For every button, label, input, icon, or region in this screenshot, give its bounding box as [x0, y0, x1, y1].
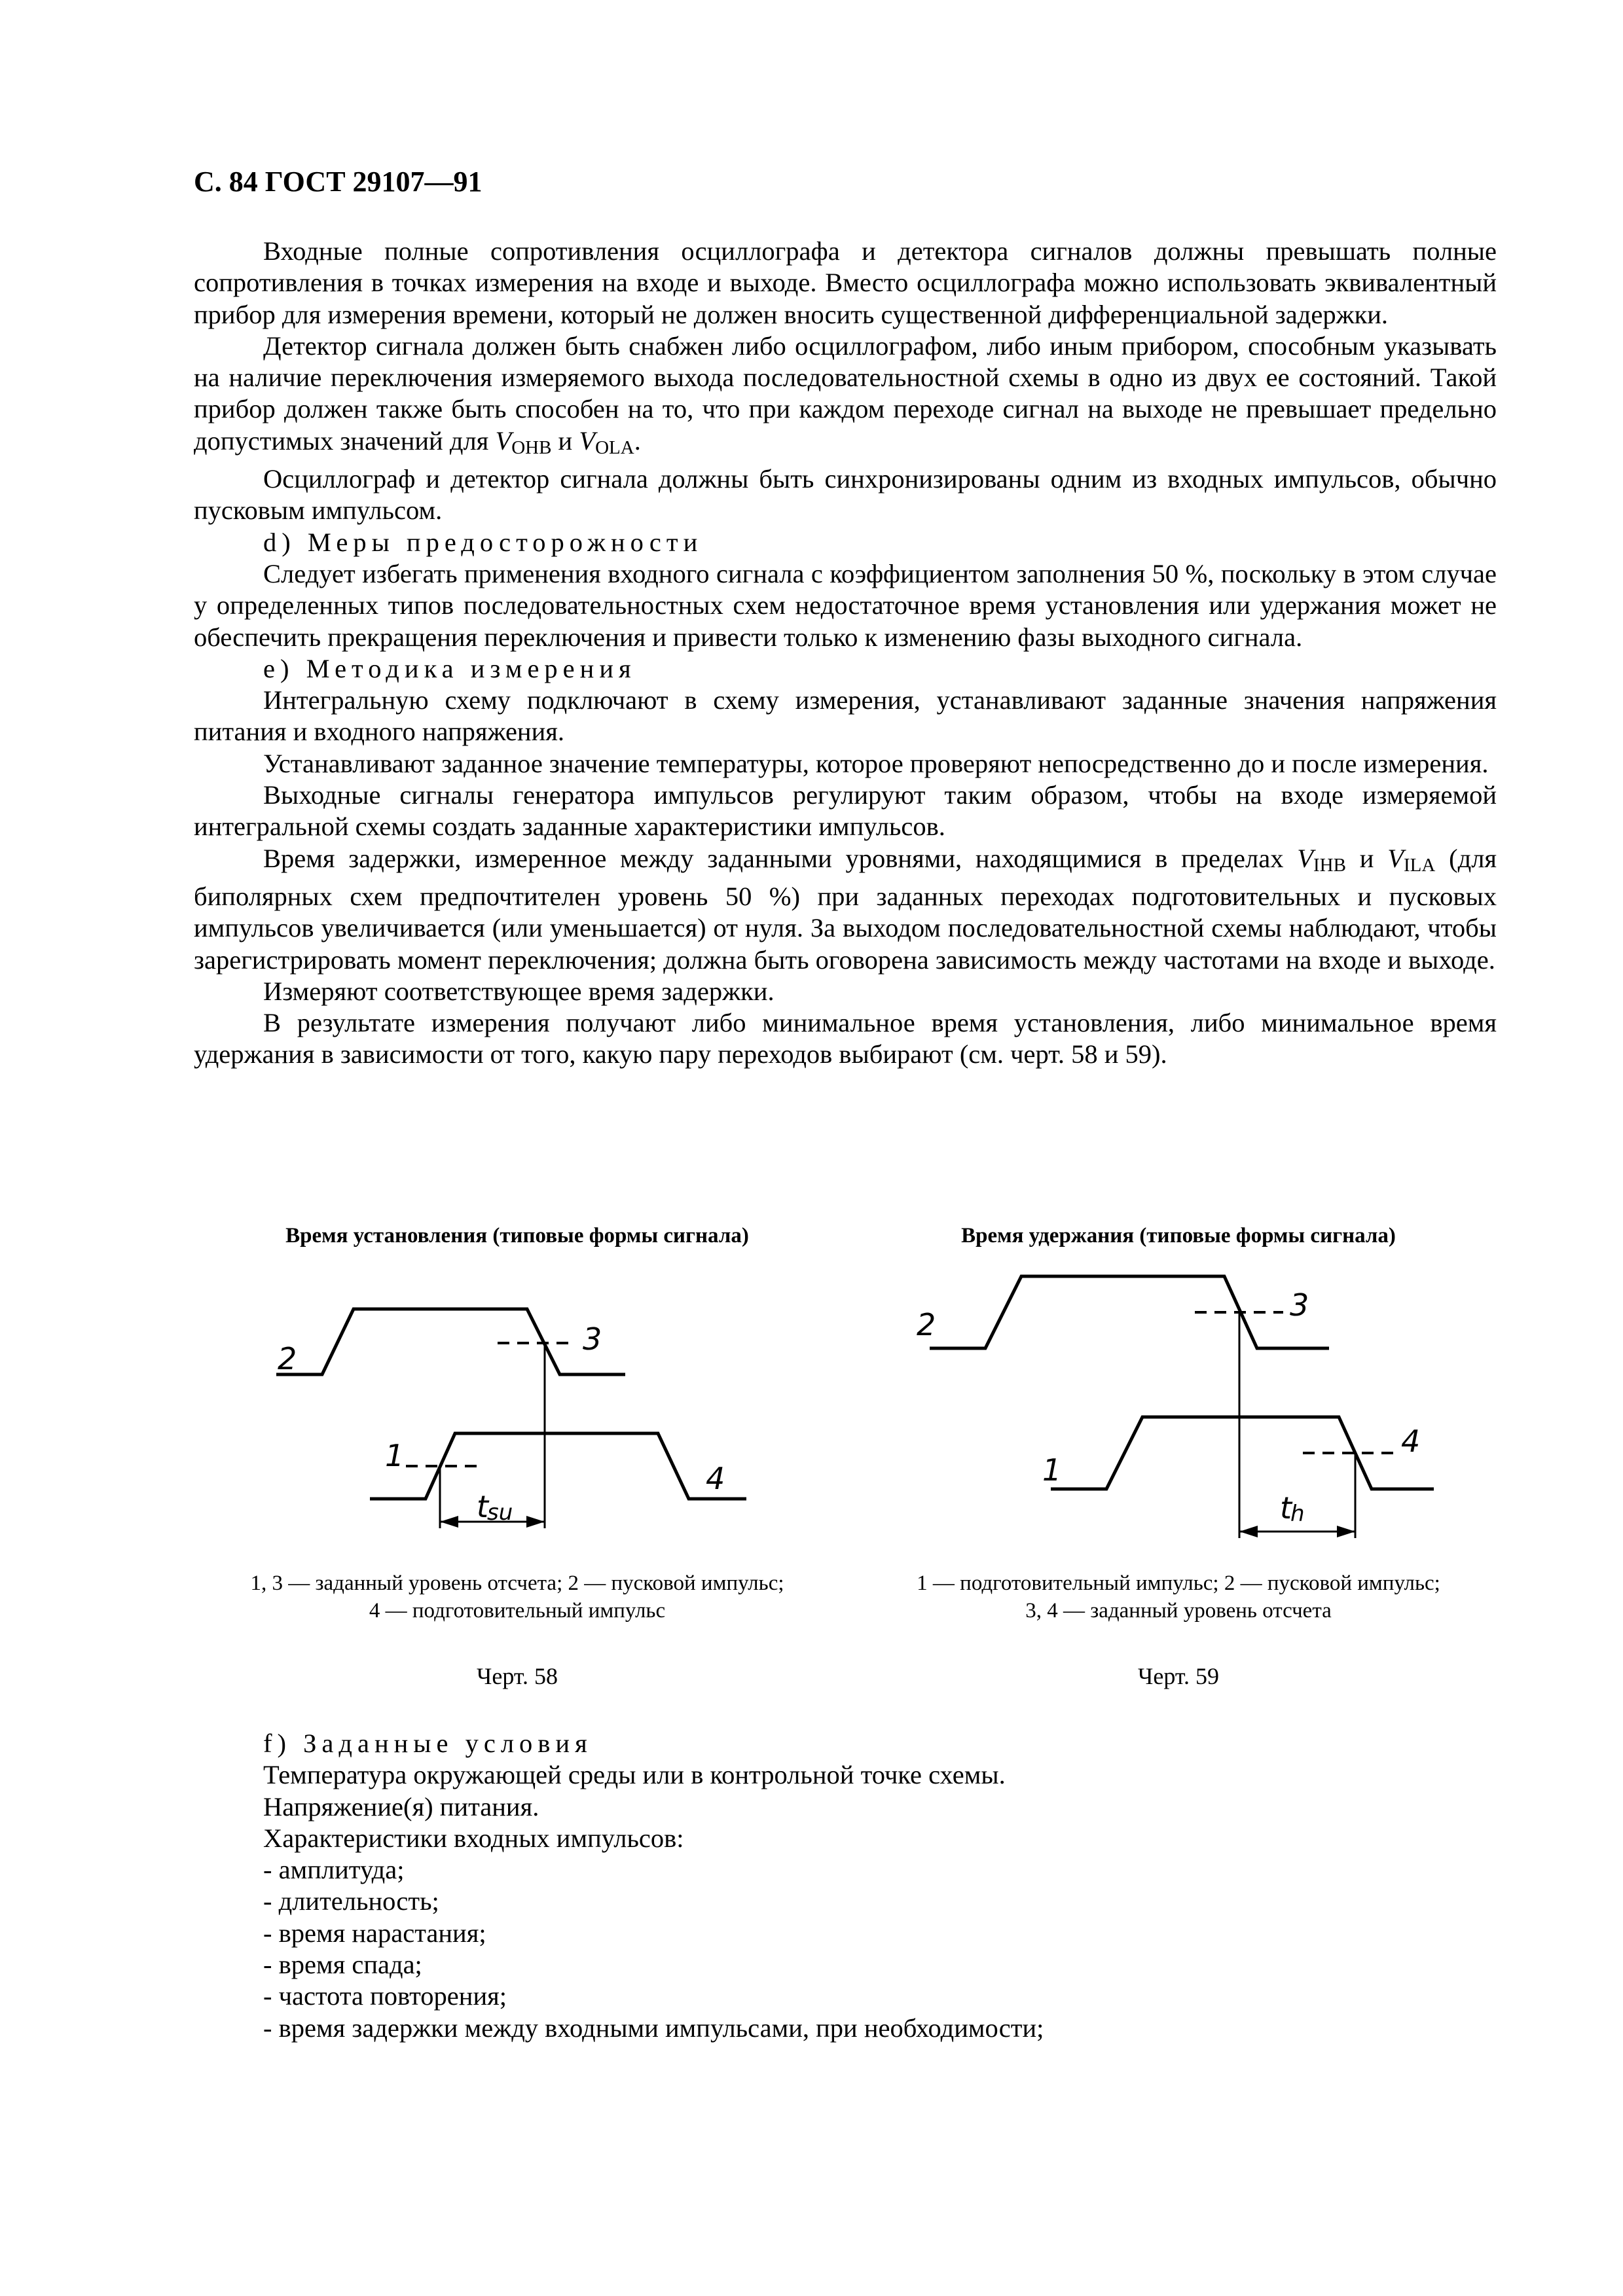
paragraph-text: (для биполярных схем предпочтителен уровень 50 %) при заданных переходах подготовительных и пусковых импульсов увеличивается (или уменьшается) от нуля. За выходом последовательностной схемы наблюдают, чтобы зарегистрировать момент переключения; должна быть оговорена зависимость между частотами на входе и выходе.	[194, 843, 1497, 975]
list-item: Напряжение(я) питания.	[263, 1791, 539, 1821]
label-3: 3	[1290, 1287, 1309, 1323]
label-4: 4	[706, 1461, 725, 1496]
list-item: - время задержки между входными импульсами, при необходимости;	[263, 2013, 1044, 2043]
conjunction: и	[558, 425, 573, 456]
list-item: Характеристики входных импульсов:	[263, 1823, 684, 1853]
symbol: V	[495, 425, 512, 456]
caption-line: 1 — подготовительный импульс; 2 — пусковой импульс;	[917, 1571, 1440, 1595]
figure-59-title: Время удержания (типовые формы сигнала)	[961, 1224, 1396, 1247]
label-2: 2	[278, 1341, 297, 1376]
symbol-subscript: OLA	[595, 437, 634, 458]
time-label-t: t	[477, 1489, 489, 1524]
conjunction: и	[1359, 843, 1374, 873]
symbol: V	[1387, 843, 1404, 873]
caption-line: 4 — подготовительный импульс	[369, 1599, 666, 1623]
paragraph: Входные полные сопротивления осциллографа и детектора сигналов должны превышать полные сопротивления в точках измерения на входе и выходе. Вместо осциллографа можно использовать эквивалентный прибор для измерения времени, который не должен вносить существенной дифференциальной задержки.	[194, 236, 1497, 329]
caption-line: 3, 4 — заданный уровень отсчета	[1025, 1599, 1332, 1623]
section-heading: e) Методика измерения	[263, 653, 636, 683]
time-label-t: t	[1280, 1490, 1292, 1526]
section-f	[263, 1728, 1507, 2044]
symbol: V	[1297, 843, 1313, 873]
list-item: - время нарастания;	[263, 1918, 486, 1948]
list-item: - частота повторения;	[263, 1981, 507, 2011]
paragraph: Измеряют соответствующее время задержки.	[263, 976, 775, 1006]
paragraph: В результате измерения получают либо минимальное время установления, либо минимальное время удержания в зависимости от того, какую пару переходов выбирают (см. черт. 58 и 59).	[194, 1008, 1497, 1069]
symbol: V	[579, 425, 596, 456]
list-item: - длительность;	[263, 1886, 439, 1916]
paragraph: Следует избегать применения входного сигнала с коэффициентом заполнения 50 %, поскольку в этом случае у определенных типов последовательностных схем недостаточное время установления или удержания может не обеспечить прекращения переключения и привести только к изменению фазы выходного сигнала.	[194, 558, 1497, 652]
figure-59-number: Черт. 59	[1138, 1663, 1219, 1689]
label-1: 1	[385, 1438, 405, 1473]
paragraph-text: Детектор сигнала должен быть снабжен либо осциллографом, либо иным прибором, способным указывать на наличие переключения измеряемого выхода последовательностной схемы в одно из двух ее состояний. Такой прибор должен также быть способен на то, что при каждом переходе сигнал на выходе не превышает предельно допустимых значений для	[194, 331, 1497, 456]
label-4: 4	[1401, 1424, 1421, 1459]
paragraph-text: Время задержки, измеренное между заданными уровнями, находящимися в пределах	[263, 843, 1284, 873]
paragraph: Интегральную схему подключают в схему измерения, устанавливают заданные значения напряжения питания и входного напряжения.	[194, 685, 1497, 747]
arrow-head	[1337, 1526, 1355, 1537]
arrow-head	[1239, 1526, 1258, 1537]
label-1: 1	[1042, 1452, 1062, 1488]
list-item: Температура окружающей среды или в контрольной точке схемы.	[263, 1760, 1006, 1790]
list-item: - амплитуда;	[263, 1855, 405, 1885]
list-item: - время спада;	[263, 1950, 422, 1980]
label-3: 3	[583, 1321, 602, 1357]
section-heading: d) Меры предосторожности	[263, 527, 703, 557]
label-2: 2	[917, 1307, 936, 1342]
trigger-pulse-waveform	[930, 1276, 1329, 1348]
paragraph: Осциллограф и детектор сигнала должны быть синхронизированы одним из входных импульсов, обычно пусковым импульсом.	[194, 464, 1497, 526]
page-header: С. 84 ГОСТ 29107—91	[194, 166, 483, 198]
symbol-subscript: IHB	[1313, 854, 1346, 876]
figure-58-title: Время установления (типовые формы сигнала)	[285, 1224, 749, 1247]
symbol-subscript: ILA	[1403, 854, 1436, 876]
caption-line: 1, 3 — заданный уровень отсчета; 2 — пусковой импульс;	[250, 1571, 784, 1595]
time-label-subscript: h	[1290, 1501, 1305, 1527]
figure-59-caption	[845, 1570, 1512, 1624]
time-label-subscript: su	[487, 1499, 513, 1526]
paragraph: Детектор сигнала должен быть снабжен либо осциллографом, либо иным прибором, способным указывать на наличие переключения измеряемого выхода последовательностной схемы в одно из двух ее состояний. Такой прибор должен также быть способен на то, что при каждом переходе сигнал на выходе не превышает предельно допустимых значений для $V_{OHB}$ и $V_{OLA}$.	[194, 331, 1497, 458]
section-heading: f) Заданные условия	[263, 1729, 593, 1758]
paragraph: Выходные сигналы генератора импульсов регулируют таким образом, чтобы на входе измеряемой интегральной схемы создать заданные характеристики импульсов.	[194, 780, 1497, 842]
figure-58-number: Черт. 58	[477, 1663, 558, 1689]
symbol-subscript: OHB	[511, 437, 552, 458]
paragraph: Устанавливают заданное значение температуры, которое проверяют непосредственно до и после измерения.	[263, 748, 1489, 778]
preparatory-pulse-waveform	[1051, 1417, 1434, 1489]
